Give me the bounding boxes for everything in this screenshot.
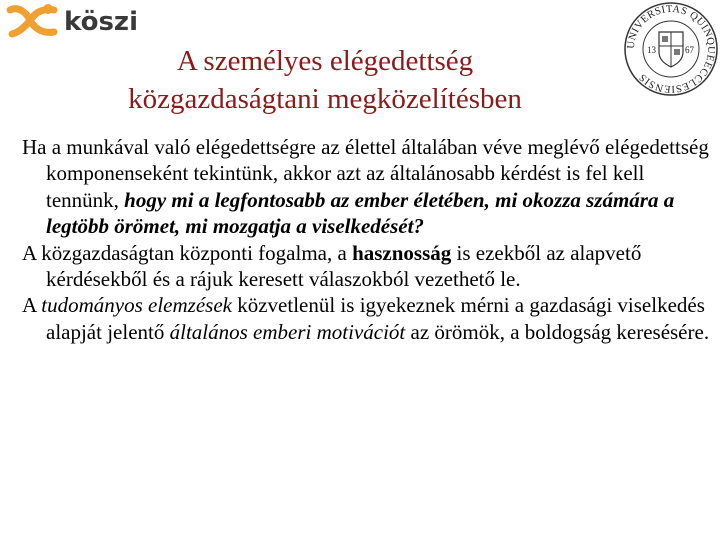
koszi-logo: [4, 2, 138, 42]
seal-outer-text: UNIVERSITAS QUINQUEECCLESIENSIS: [625, 3, 717, 95]
paragraph-3-text-b: közvetlenül is igyekeznek mérni a gazdasági viselkedés alapját jelentő: [46, 293, 705, 344]
paragraph-1-emphasis: hogy mi a legfontosabb az ember életében, mi okozza számára a legtöbb örömet, mi mozgatja a viselkedését?: [46, 187, 675, 239]
paragraph-2-text-a: A közgazdaságtan központi fogalma, a: [22, 240, 353, 265]
paragraph-3-italic-b: általános emberi motivációt: [169, 319, 406, 344]
koszi-swoosh-icon: [4, 2, 64, 42]
title-line-2: közgazdaságtani megközelítésben: [128, 83, 522, 115]
paragraph-2-text-b: is ezekből az alapvető kérdésekből és a rájuk keresett válaszokból vezethető le.: [46, 240, 642, 292]
title-line-1: A személyes elégedettség: [176, 45, 474, 77]
paragraph-3: [22, 292, 714, 345]
paragraph-1: [22, 134, 714, 240]
slide-body: [22, 134, 714, 345]
seal-year-left: 13: [647, 45, 656, 55]
university-seal: [622, 0, 720, 98]
paragraph-3-text-c: az örömök, a boldogság keresésére.: [405, 319, 710, 344]
paragraph-2-bold-term: hasznosság: [352, 240, 452, 265]
university-seal-icon: [622, 0, 720, 98]
paragraph-2: [22, 240, 714, 293]
slide-title: [40, 42, 610, 118]
seal-year-right: 67: [685, 45, 694, 55]
logo-text: köszi: [64, 7, 138, 37]
paragraph-3-italic-a: tudományos elemzések: [41, 293, 232, 318]
paragraph-1-text: Ha a munkával való elégedettségre az élettel általában véve meglévő elégedettség komponenseként tekintünk, akkor azt az általánosabb kérdést is fel kell tennünk,: [22, 135, 709, 212]
paragraph-3-text-a: A: [22, 293, 42, 318]
